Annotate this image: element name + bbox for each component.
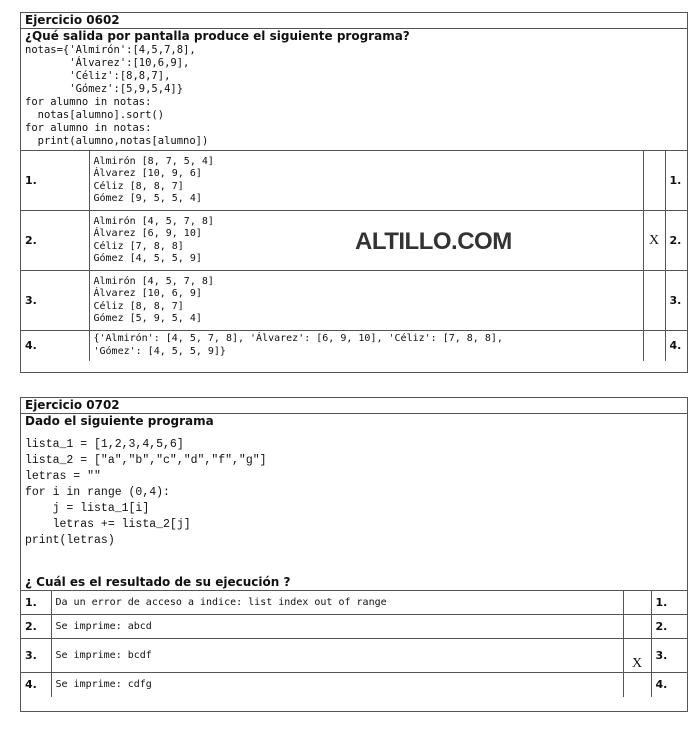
answer-mark: X xyxy=(643,211,665,271)
option-text: Da un error de acceso a indice: list index out of range xyxy=(51,591,623,615)
option-row xyxy=(21,271,687,331)
question-text: ¿Qué salida por pantalla produce el siguiente programa? xyxy=(25,29,410,43)
option-number: 1. xyxy=(21,591,51,615)
answer-mark xyxy=(623,673,651,697)
option-number: 2. xyxy=(21,615,51,639)
option-number-right: 1. xyxy=(665,151,687,211)
option-number: 2. xyxy=(21,211,89,271)
option-number: 4. xyxy=(21,673,51,697)
option-text: {'Almirón': [4, 5, 7, 8], 'Álvarez': [6, 9, 10], 'Céliz': [7, 8, 8], 'Gómez': [4, 5, 5, 9]} xyxy=(89,331,643,361)
option-number-right: 2. xyxy=(665,211,687,271)
option-row xyxy=(21,673,687,697)
option-number: 1. xyxy=(21,151,89,211)
answer-mark xyxy=(643,151,665,211)
option-text: Se imprime: bcdf xyxy=(51,639,623,673)
option-number: 3. xyxy=(21,639,51,673)
option-row xyxy=(21,639,687,673)
code-block: lista_1 = [1,2,3,4,5,6] lista_2 = ["a","b","c","d","f","g"] letras = "" for i in range (0,4): j = lista_1[i] letras += lista_2[j] print(letras) xyxy=(25,438,267,547)
exercise-0702 xyxy=(20,397,688,712)
answer-mark xyxy=(643,331,665,361)
option-number: 4. xyxy=(21,331,89,361)
option-row xyxy=(21,591,687,615)
options-table xyxy=(21,590,687,697)
answer-mark: X xyxy=(623,639,651,673)
option-number: 3. xyxy=(21,271,89,331)
options-table xyxy=(21,150,687,361)
option-text: Se imprime: cdfg xyxy=(51,673,623,697)
option-text: Almirón [8, 7, 5, 4] Álvarez [10, 9, 6] Céliz [8, 8, 7] Gómez [9, 5, 5, 4] xyxy=(89,151,643,211)
option-number-right: 4. xyxy=(665,331,687,361)
option-number-right: 2. xyxy=(651,615,687,639)
answer-mark xyxy=(623,615,651,639)
option-number-right: 3. xyxy=(651,639,687,673)
exercise-0602 xyxy=(20,12,688,373)
code-block: notas={'Almirón':[4,5,7,8], 'Álvarez':[10,6,9], 'Céliz':[8,8,7], 'Gómez':[5,9,5,4]} for alumno in notas: notas[alumno].sort() for alumno in notas: print(alumno,notas[alumno]) xyxy=(25,44,209,147)
answer-mark xyxy=(643,271,665,331)
option-row xyxy=(21,615,687,639)
option-number-right: 1. xyxy=(651,591,687,615)
watermark-logo: ALTILLO.COM xyxy=(355,228,512,255)
option-text: Almirón [4, 5, 7, 8] Álvarez [10, 6, 9] Céliz [8, 8, 7] Gómez [5, 9, 5, 4] xyxy=(89,271,643,331)
intro-text: Dado el siguiente programa xyxy=(25,414,214,428)
exercise-title: Ejercicio 0702 xyxy=(21,398,687,414)
exercise-title: Ejercicio 0602 xyxy=(21,13,687,29)
option-number-right: 3. xyxy=(665,271,687,331)
question-text: ¿ Cuál es el resultado de su ejecución ? xyxy=(25,575,291,589)
option-row xyxy=(21,211,687,271)
option-row xyxy=(21,151,687,211)
answer-mark xyxy=(623,591,651,615)
option-number-right: 4. xyxy=(651,673,687,697)
option-text: Almirón [4, 5, 7, 8] Álvarez [6, 9, 10] Céliz [7, 8, 8] Gómez [4, 5, 5, 9] xyxy=(89,211,643,271)
option-row xyxy=(21,331,687,361)
option-text: Se imprime: abcd xyxy=(51,615,623,639)
